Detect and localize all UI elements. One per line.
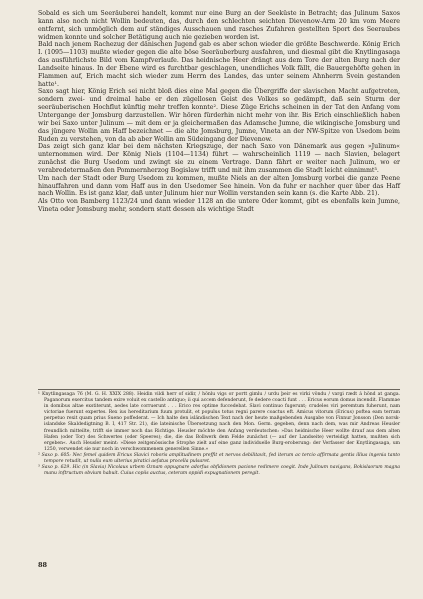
- footnote-divider: [38, 389, 400, 390]
- paragraph: Sobald es sich um Seeräuberei handelt, kommt nur eine Burg an der Seeküste in Betracht; das Julinum Saxos kann also noch nicht Wollin bedeuten, das, durch den schlechten seichten Dievenow-Arm 20 km vom Meere entfernt, sich unmöglich dem auf ständiges Ausschauen und rasches Zufahren gestellten Sport des Seeraubes widmen konnte und solcher Betätigung auch nie gezieben worden ist.: [38, 10, 400, 41]
- footnote: [38, 392, 400, 453]
- paragraph: Bald nach jenem Rachezug der dänischen Jugend gab es aber schon wieder die größte Beschwerde. König Erich I. (1095—1103) mußte wieder gegen die alte böse Seeräuberburg ausfahren, und diesmal gibt die Knytlingasaga das ausführlichste Bild vom Kampfverlaufe. Das heidnische Heer drängt aus dem Tore der alten Burg nach der Landseite hinaus. In der Ebene wird es furchtbar geschlagen, unendliches Volk fällt, die Bauergehöfte gehen in Flammen auf, Erich macht sich wieder zum Herrn des Landes, das unter seinem Ahnherrn Svein gestanden hatte¹.: [38, 41, 400, 88]
- footnote-marker: ³: [38, 465, 40, 471]
- footnote-text: Knytlingasaga 76 (M. G. H. XXIX 288). Heidin vildi herr of sidir, / hönlu vigs or portt gimlu / urdu þeir es virki vöndu / vargi rædt á hönd at ganga. Paganorum exercitus tandem exire voluit ex castello antiquo; ii qui accem defenderunt, fe dedere coacti funt . . . Ericus eorum domus incendit. Flammae in domibus altae exstiterunt, aedes late corruerunt . . . Erico res optime fuccedebat. Slavi continuo fugerunt; crudeles viri peremtum fuherunt, nam victoriae fuerunt expertes. Rex ius hereditarium fuum protulit, et populus totus regni parere coactus eft. Amicus vitorum (Ericus) poftea eam terram perpetuo rexit quam prius Sueno poffederat. — Ich halte den isländischen Text nach der heute maßgebenden Ausgabe von Finnur Jonsson (Den norsk-islandske Skaldedigtning B. I, 417 Str. 21), die lateinische Übersetzung nach den Mon. Germ. gegeben, denn nach dem, was mir Andreas Heusler freundlich mitteilte, trifft sie immer noch das Richtige. Heusler möchte den Anfang verdeutschen: »Das heidnische Heer wollte drauf aus dem alten Hafen (oder Tor) des Schwertes (oder Speeres); die, die das Bollwerk dem Felde zunächst (— auf der Landseite) verteidigt hatten, mußten sich ergeben«. Auch Heusler meint: »Diese zeitgenössische Strophe zielt auf eine ganz individuelle Burg-eroberung: der Verfasser der Knytlingasaga, um 1250, verwendet sie nur noch in verschwommenem generellen Sinne.«: [41, 392, 400, 452]
- paragraph: Um nach der Stadt oder Burg Usedom zu kommen, mußte Niels an der alten Jomsburg vorbei die ganze Peene hinauffahren und dann vom Haff aus in den Usedomer See hinein. Von da fuhr er nachher quer über das Haff nach Wollin. Es ist ganz klar, daß unter Julinum hier nur Wollin verstanden sein kann (s. die Karte Abb. 21).: [38, 174, 400, 198]
- footnote: [38, 453, 400, 465]
- footnotes: [38, 392, 400, 477]
- body-text: [38, 10, 400, 214]
- paragraph: Saxo sagt hier, König Erich sei nicht bloß dies eine Mal gegen die Übergriffe der slavischen Macht aufgetreten, sondern zwei- und dreimal habe er den zügellosen Geist des Volkes so gedämpft, daß sein Sturm der seeräuberischen Hochflut künftig mehr treffen konnte². Diese Züge Erichs scheinen in der Tat den Anfang vom Untergange der Jomsburg darzustellen. Wir hören fürderhin nicht mehr von ihr. Bis Erich einschließlich haben wir bei Saxo unter Julinum — mit dem er ja gleichermaßen das Adamsche Jumne, die wikingische Jomsburg und das jüngere Wollin am Haff bezeichnet — die alte Jomsburg, Jumne, Vineta an der NW-Spitze von Usedom beim Ruden zu verstehen, von da ab aber Wollin am Südeingang der Dievenow.: [38, 88, 400, 143]
- footnote-marker: ²: [38, 452, 40, 458]
- footnote: [38, 465, 400, 477]
- footnote-marker: ¹: [38, 392, 40, 397]
- page-number: 88: [38, 561, 48, 569]
- paragraph: Als Otto von Bamberg 1123/24 und dann wieder 1128 an die untere Oder kommt, gibt es ebenfalls kein Jumne, Vineta oder Jomsburg mehr, sondern statt dessen als wichtige Stadt: [38, 198, 400, 214]
- footnote-text: Saxo p. 605: Nec femel quidem Ericus Slavici roboris amplitudinem preffit et nervos debilitavit, fed iterum ac tercio affirmata gentis illius ingenia tanto tempore retudit, ut nulla eum ulterius piratici aefatus procella pulsaret.: [41, 452, 400, 465]
- paragraph: Das zeigt sich ganz klar bei dem nächsten Kriegszuge, der nach Saxo von Dänemark aus gegen »Julinum« unternommen wird. Der König Niels (1104—1134) führt — wahrscheinlich 1119 — nach Slavien, belagert zunächst die Burg Usedom und zwingt sie zu einem Vertrage. Dann fährt er weiter nach Julinum, wo er verabredetermaßen den Pommernherzog Bogislaw trifft und mit ihm zusammen die Stadt leicht einnimmt³.: [38, 143, 400, 174]
- footnote-text: Saxo p. 629. Hic (in Slavia) Nicolaus urbem Oznam oppugnare adorfus obfidionem pacione redimere coegit. Inde Julinum navigans, Bokislaorum magna manu inftructum obvium habuit. Cuius copiis auctus, ceteram oppidi expugnationem peregit.: [41, 465, 400, 477]
